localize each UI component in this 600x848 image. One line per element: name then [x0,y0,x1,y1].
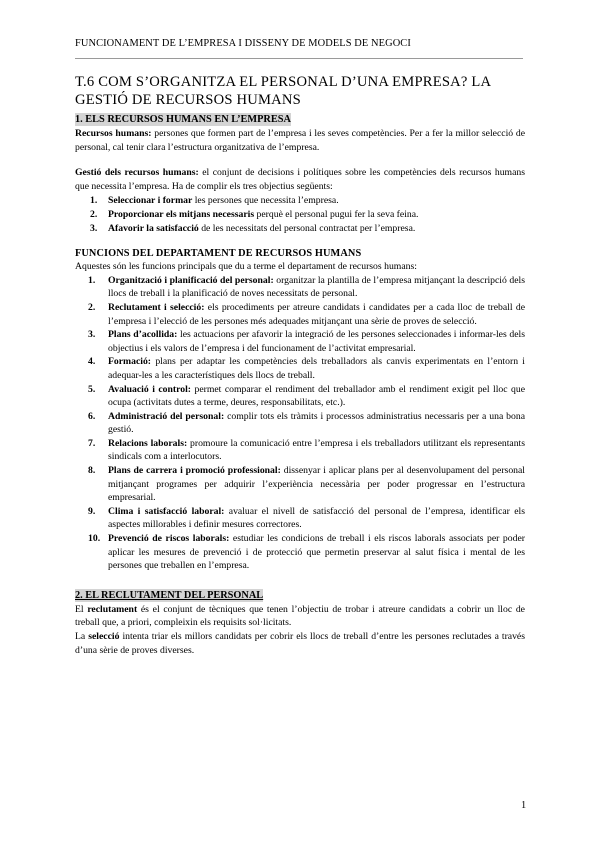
list-term: Seleccionar i formar [108,195,193,207]
functions-intro: Aquestes són les funcions principals que du a terme el departament de recursos humans: [75,261,417,273]
list-term: Reclutament i selecció: [108,301,205,313]
list-term: Afavorir la satisfacció [108,222,199,234]
list-number: 7. [88,437,96,449]
list-text: plans per adaptar les competències dels treballadors als canvis experimentats en l’entorn i adequar-les a les característiques dels llocs de treball. [108,356,525,381]
list-item [75,383,525,410]
list-number: 1. [88,274,96,286]
page-number: 1 [521,800,527,811]
spacer [75,573,525,585]
list-term: Clima i satisfacció laboral: [108,505,225,517]
term-reclutament: reclutament [87,603,138,615]
definition-reclutament-pre: El [75,603,88,615]
definition-seleccio-pre: La [75,631,89,642]
definition-recursos-humans-text: persones que formen part de l’empresa i les seves competències. Per a fer la millor selecció de personal, cal tenir clara l’estructura organitzativa de l’empresa. [75,128,525,153]
list-item [75,355,525,382]
page-content [75,73,525,657]
section1-heading: 1. ELS RECURSOS HUMANS EN L’EMPRESA [75,114,291,125]
definition-seleccio [75,630,525,657]
list-term: Prevenció de riscos laborals: [108,533,230,545]
definition-gestio-rrhh [75,166,525,193]
list-term: Administració del personal: [108,410,225,422]
term-gestio-rrhh: Gestió dels recursos humans: [75,167,199,179]
list-text: avaluar el nivell de satisfacció del personal de l’empresa, identificar els aspectes millorables i definir mesures correctores. [108,505,525,531]
objectives-list [75,194,525,235]
list-item [75,505,525,532]
list-text: complir tots els tràmits i processos administratius necessaris per a una bona gestió. [108,410,525,436]
spacer [75,235,525,247]
functions-heading: FUNCIONS DEL DEPARTAMENT DE RECURSOS HUMANS [75,248,362,260]
list-number: 3. [88,329,96,341]
definition-reclutament-text: és el conjunt de tècniques que tenen l’objectiu de trobar i atreure candidats a cobrir un lloc de treball que, a priori, compleixin els requisits sol·licitats. [75,603,525,629]
list-term: Plans d’acollida: [108,329,178,341]
definition-recursos-humans [75,127,525,154]
list-text: organitzar la plantilla de l’empresa mitjançant la descripció dels llocs de treball i la planificació de noves necessitats de personal. [108,274,525,300]
list-term: Proporcionar els mitjans necessaris [108,208,255,220]
chapter-title-line1: T.6 COM S’ORGANITZA EL PERSONAL D’UNA EMPRESA? LA [75,74,492,90]
section2-heading: 2. EL RECLUTAMENT DEL PERSONAL [75,589,264,601]
term-recursos-humans: Recursos humans: [75,128,152,139]
header-divider [75,58,523,59]
list-text: perquè el personal pugui fer la seva feina. [254,208,419,220]
list-number: 3. [90,222,98,234]
chapter-title-line2: GESTIÓ DE RECURSOS HUMANS [75,92,301,108]
list-term: Plans de carrera i promoció professional: [108,465,281,477]
running-header: FUNCIONAMENT DE L’EMPRESA I DISSENY DE MODELS DE NEGOCI [75,38,411,49]
list-item [75,410,525,437]
list-term: Organització i planificació del personal: [108,274,274,286]
list-term: Formació: [108,356,152,368]
definition-reclutament [75,603,525,630]
list-item [75,274,525,301]
list-text: dissenyar i aplicar plans per al desenvolupament del personal mitjançant programes per adquirir l’experiència necessària per poder progressar en l’estructura empresarial. [108,465,526,504]
list-item [75,222,525,236]
functions-list [75,274,525,573]
list-number: 2. [88,301,96,313]
list-number: 5. [88,383,96,395]
list-text: de les necessitats del personal contractat per l’empresa. [198,222,416,234]
list-text: les actuacions per afavorir la integració de les persones seleccionades i informar-les dels objectius i els valors de l’empresa i del funcionament de l’activitat empresarial. [108,329,525,354]
list-number: 2. [90,208,98,220]
definition-seleccio-text: intenta triar els millors candidats per cobrir els llocs de treball d’entre les persones reclutades a través d’una sèrie de proves diverses. [75,631,526,656]
list-number: 1. [90,195,98,207]
list-term: Avaluació i control: [108,383,191,395]
list-number: 10. [88,533,101,545]
list-item [75,532,525,573]
list-item [75,437,525,464]
list-number: 6. [88,410,96,422]
list-text: estudiar les condicions de treball i els riscos laborals associats per poder aplicar les mesures de prevenció i de protecció que permetin preservar al salut física i mental de les persones que treballen en l’empresa. [108,533,525,572]
list-text: els procediments per atreure candidats i candidates per a cada lloc de treball de l’empresa i l’elecció de les persones més adequades mitjançant una sèrie de proves de selecció. [108,301,525,327]
list-number: 8. [88,465,96,477]
definition-gestio-rrhh-text: el conjunt de decisions i polítiques sobre les competències dels recursos humans que necessita l’empresa. Ha de complir els tres objectius següents: [75,167,525,192]
list-item [75,328,525,355]
list-item [75,301,525,328]
list-text: permet comparar el rendiment del treballador amb el rendiment exigit pel lloc que ocupa (activitats dutes a terme, deures, responsabilitats, etc.). [108,383,525,409]
list-text: promoure la comunicació entre l’empresa i els treballadors utilitzant els representants sindicals com a interlocutors. [108,437,526,463]
list-term: Relacions laborals: [108,437,188,449]
list-number: 9. [88,505,96,517]
list-item [75,464,525,505]
list-text: les persones que necessita l’empresa. [192,195,339,207]
chapter-title [75,73,525,109]
list-item [75,194,525,208]
spacer [75,154,525,166]
list-number: 4. [88,356,96,368]
term-seleccio: selecció [88,631,120,642]
list-item [75,208,525,222]
